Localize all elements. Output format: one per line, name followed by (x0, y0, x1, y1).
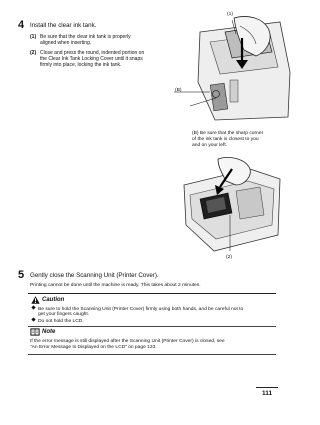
step-5-number: 5 (18, 269, 25, 281)
step-4-item-2-line-3: firmly into place, locking the ink tank. (40, 61, 122, 68)
caution-bullet-2 (31, 318, 84, 325)
ink-tank-install-illustration (170, 12, 292, 130)
caution-top-rule (28, 293, 276, 294)
bullet-diamond-icon (31, 317, 35, 321)
note-text-line-2: “An Error Message Is Displayed on the LCD” on page 133. (30, 344, 157, 350)
locking-cover-illustration (180, 155, 285, 255)
callout-1-label: (1) (227, 12, 233, 17)
step-4-item-1-line-2: aligned when inserting. (40, 39, 92, 46)
caution-heading: Caution (42, 297, 65, 303)
warning-triangle-icon (31, 296, 40, 304)
step-4-item-2-line-2: the Clear Ink Tank Locking Cover until it snaps (40, 55, 143, 62)
step-4-item-1 (30, 35, 180, 47)
step-4-item-2-number: (2) (30, 50, 37, 56)
callout-b-label: (B) (175, 88, 182, 93)
step-5-title: Gently close the Scanning Unit (Printer Cover). (30, 272, 159, 279)
caution-bullet-1-line-1: Be sure to hold the Scanning Unit (Printer Cover) firmly using both hands, and be careful not to (38, 307, 244, 312)
callout-b-note-line-1: (B) Be sure that the sharp corner (192, 131, 264, 136)
note-text (30, 339, 280, 351)
callout-2-label: (2) (226, 255, 232, 260)
callout-b-note (192, 131, 292, 148)
step-5-description: Printing cannot be done until the machine is ready. This takes about 2 minutes. (30, 283, 201, 288)
page-number-rule (256, 387, 278, 388)
caution-bottom-rule (28, 326, 276, 327)
step-4-item-1-line-1: Be sure that the clear ink tank is properly (40, 34, 131, 40)
page-number: 111 (262, 390, 273, 397)
note-text-line-1: If the error message is still displayed after the Scanning Unit (Printer Cover) is closed, see (30, 339, 225, 344)
note-heading: Note (42, 329, 56, 335)
caution-bullet-2-text: Do not hold the LCD. (38, 319, 84, 324)
bullet-diamond-icon (31, 305, 35, 309)
step-4-title: Install the clear ink tank. (30, 22, 97, 29)
note-book-icon (30, 328, 40, 336)
note-bottom-rule (28, 354, 276, 355)
step-4-item-2-line-1: Close and press the round, indented portion on (40, 50, 145, 56)
step-4-item-2 (30, 51, 180, 69)
step-4-item-1-number: (1) (30, 34, 37, 40)
step-4-number: 4 (18, 19, 25, 31)
callout-b-note-line-3: and on your left. (192, 142, 228, 148)
callout-b-note-line-2: of the ink tank is closest to you (192, 136, 259, 142)
caution-bullet-1-line-2: get your fingers caught. (38, 312, 90, 317)
